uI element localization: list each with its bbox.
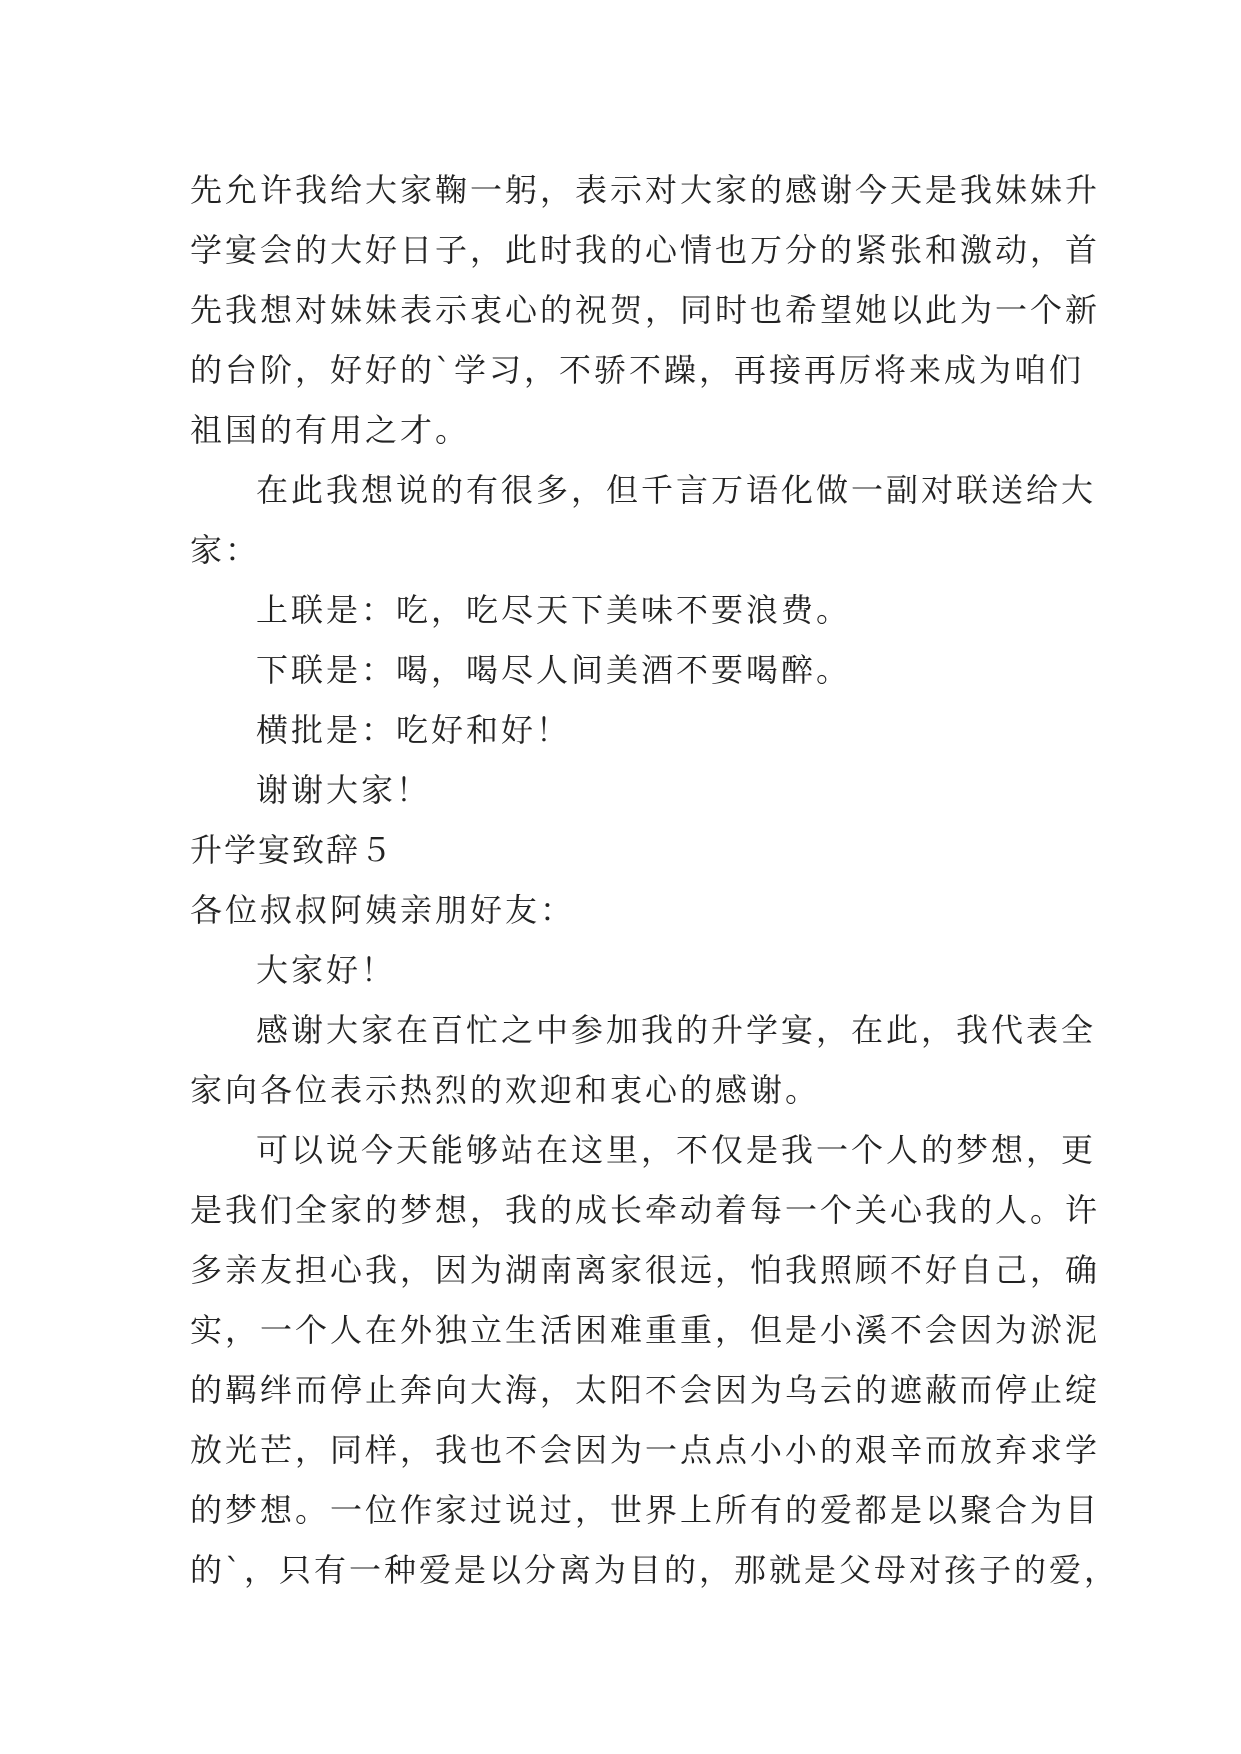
paragraph-line: 家：	[190, 531, 261, 569]
couplet-horizontal-line: 横批是：吃好和好！	[256, 711, 572, 749]
paragraph-line: 放光芒，同样，我也不会因为一点点小小的艰辛而放弃求学	[190, 1431, 1101, 1469]
paragraph-line: 的台阶，好好的`学习，不骄不躁，再接再厉将来成为咱们	[190, 351, 1085, 389]
paragraph-line: 多亲友担心我，因为湖南离家很远，怕我照顾不好自己，确	[190, 1251, 1101, 1289]
couplet-upper-line: 上联是：吃，吃尽天下美味不要浪费。	[256, 591, 852, 629]
paragraph-line: 家向各位表示热烈的欢迎和衷心的感谢。	[190, 1071, 821, 1109]
paragraph-line: 可以说今天能够站在这里，不仅是我一个人的梦想，更	[256, 1131, 1097, 1169]
paragraph-line: 在此我想说的有很多，但千言万语化做一副对联送给大	[256, 471, 1097, 509]
section-heading: 升学宴致辞５	[190, 831, 395, 869]
greeting-line: 大家好！	[256, 951, 397, 989]
paragraph-line: 先允许我给大家鞠一躬，表示对大家的感谢今天是我妹妹升	[190, 171, 1101, 209]
paragraph-line: 先我想对妹妹表示衷心的祝贺，同时也希望她以此为一个新	[190, 291, 1101, 329]
salutation-line: 各位叔叔阿姨亲朋好友：	[190, 891, 576, 929]
paragraph-line: 祖国的有用之才。	[190, 411, 471, 449]
paragraph-line: 的羁绊而停止奔向大海，太阳不会因为乌云的遮蔽而停止绽	[190, 1371, 1101, 1409]
paragraph-line: 的梦想。一位作家过说过，世界上所有的爱都是以聚合为目	[190, 1491, 1101, 1529]
paragraph-line: 实，一个人在外独立生活困难重重，但是小溪不会因为淤泥	[190, 1311, 1101, 1349]
thanks-line: 谢谢大家！	[256, 771, 432, 809]
paragraph-line: 是我们全家的梦想，我的成长牵动着每一个关心我的人。许	[190, 1191, 1101, 1229]
paragraph-line: 的`，只有一种爱是以分离为目的，那就是父母对孩子的爱，	[190, 1551, 1120, 1589]
paragraph-line: 感谢大家在百忙之中参加我的升学宴，在此，我代表全	[256, 1011, 1097, 1049]
couplet-lower-line: 下联是：喝，喝尽人间美酒不要喝醉。	[256, 651, 852, 689]
document-page	[190, 160, 1120, 1600]
paragraph-line: 学宴会的大好日子，此时我的心情也万分的紧张和激动，首	[190, 231, 1101, 269]
